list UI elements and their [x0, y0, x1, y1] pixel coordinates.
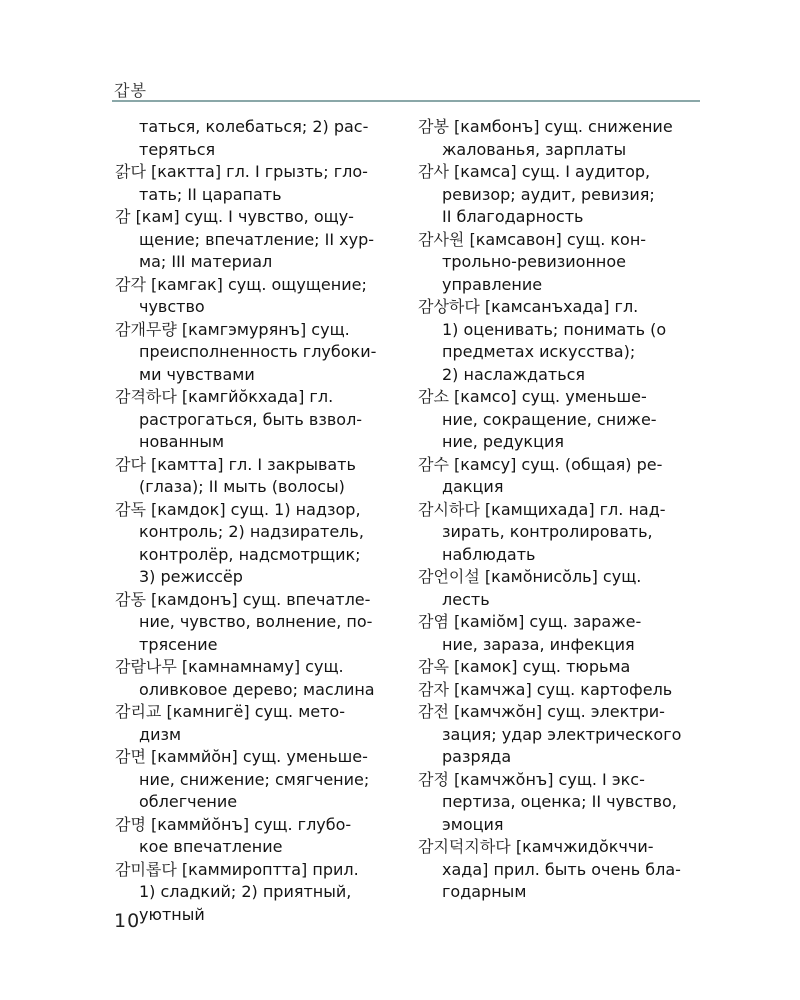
entry-text: [камбонъ] сущ. снижение [454, 117, 673, 136]
entry-text: [камнигё] сущ. мето- [166, 702, 345, 721]
entry-text: [камдок] сущ. 1) надзор, [151, 499, 361, 519]
entry-text: [камчжа] сущ. картофель [454, 679, 673, 699]
entry-line [115, 634, 400, 657]
entry-text: ма; III материал [139, 252, 273, 271]
entry-line [418, 184, 703, 207]
entry-text: ми чувствами [139, 364, 255, 384]
dictionary-entry [418, 701, 703, 769]
headword: 갉다 [115, 162, 146, 181]
entry-line [418, 589, 703, 612]
entry-line [115, 679, 400, 702]
entry-line [418, 116, 703, 139]
entry-text: ние, редукция [442, 432, 564, 451]
entry-line [418, 701, 703, 724]
entry-text: тать; II царапать [139, 184, 282, 204]
entry-line [115, 206, 400, 229]
entry-text: [каммироптта] прил. [181, 859, 359, 879]
entry-text: [каммйŏнъ] сущ. глубо- [151, 814, 352, 834]
entry-text: трясение [139, 634, 218, 654]
entry-text: таться, колебаться; 2) рас- [139, 117, 369, 136]
dictionary-entry [418, 386, 703, 454]
dictionary-entry [115, 656, 400, 701]
entry-line [418, 881, 703, 904]
headword: 감시하다 [418, 499, 480, 519]
dictionary-entry [115, 589, 400, 657]
entry-text: преисполненность глубоки- [139, 342, 377, 361]
entry-line [115, 116, 400, 139]
entry-text: [камŏнисŏль] сущ. [484, 567, 642, 586]
entry-text: щение; впечатление; II хур- [139, 229, 375, 249]
entry-text: [камчжŏнъ] сущ. I экс- [454, 769, 645, 789]
dictionary-entry [418, 769, 703, 837]
left-column [115, 116, 400, 926]
entry-line [115, 724, 400, 747]
entry-text: ние, зараза, инфекция [442, 634, 635, 654]
entry-text: пертиза, оценка; II чувство, [442, 792, 677, 811]
entry-text: ревизор; аудит, ревизия; [442, 184, 655, 204]
dictionary-entry [115, 859, 400, 927]
entry-line [418, 386, 703, 409]
entry-line [418, 476, 703, 499]
dictionary-entry [115, 161, 400, 206]
dictionary-entry [115, 499, 400, 589]
entry-text: [камтта] гл. I закрывать [151, 454, 356, 474]
entry-text: дизм [139, 724, 182, 744]
entry-text: [кам] сущ. I чувство, ощу- [135, 207, 354, 226]
entry-text: лесть [442, 589, 490, 609]
entry-line [418, 746, 703, 769]
entry-line [418, 296, 703, 319]
entry-text: годарным [442, 882, 527, 901]
headword: 감옥 [418, 657, 449, 676]
entry-text: 1) сладкий; 2) приятный, [139, 882, 352, 901]
entry-line [418, 611, 703, 634]
entry-text: [камгэмурянъ] сущ. [181, 319, 350, 339]
headword: 감소 [418, 387, 449, 406]
header-headword: 갑봉 [114, 81, 147, 100]
entry-text: ние, снижение; смягчение; [139, 769, 370, 789]
entry-line [115, 904, 400, 927]
entry-text: [камчжидŏкччи- [515, 837, 654, 856]
entry-text: 2) наслаждаться [442, 364, 586, 384]
entry-text: чувство [139, 297, 205, 316]
entry-text: эмоция [442, 814, 504, 834]
entry-text: ние, чувство, волнение, по- [139, 612, 373, 631]
entry-line [115, 184, 400, 207]
entry-text: [камсанъхада] гл. [484, 297, 639, 316]
entry-line [115, 364, 400, 387]
dictionary-entry [418, 454, 703, 499]
entry-line [115, 409, 400, 432]
entry-text: зирать, контролировать, [442, 522, 653, 541]
page-number: 10 [114, 910, 141, 932]
headword: 감전 [418, 702, 449, 721]
header-rule [112, 100, 700, 102]
entry-line [418, 319, 703, 342]
dictionary-entry [115, 319, 400, 387]
entry-line [418, 656, 703, 679]
entry-text: II благодарность [442, 207, 584, 226]
entry-line [418, 251, 703, 274]
headword: 감정 [418, 769, 449, 789]
entry-text: жалованья, зарплаты [442, 139, 627, 159]
entry-line [115, 836, 400, 859]
entry-text: оливковое дерево; маслина [139, 679, 375, 699]
entry-line [418, 206, 703, 229]
entry-line [115, 791, 400, 814]
headword: 감다 [115, 454, 146, 474]
running-header [112, 74, 700, 100]
entry-text: [камсавон] сущ. кон- [469, 229, 647, 249]
entry-line [115, 431, 400, 454]
headword: 감염 [418, 612, 449, 631]
entry-text: [камсу] сущ. (общая) ре- [454, 454, 663, 474]
entry-text: [каммйŏн] сущ. уменьше- [151, 747, 368, 766]
dictionary-entry [418, 836, 703, 904]
entry-line [115, 589, 400, 612]
dictionary-entry [115, 116, 400, 161]
headword: 감지덕지하다 [418, 837, 511, 856]
dictionary-entry [418, 499, 703, 567]
entry-line [418, 859, 703, 882]
entry-line [115, 341, 400, 364]
entry-line [418, 341, 703, 364]
dictionary-entry [115, 386, 400, 454]
entry-text: облегчение [139, 792, 238, 811]
entry-line [115, 881, 400, 904]
entry-line [115, 611, 400, 634]
headword: 감람나무 [115, 657, 177, 676]
entry-line [115, 859, 400, 882]
headword: 감동 [115, 589, 146, 609]
entry-line [418, 521, 703, 544]
entry-text: предметах искусства); [442, 342, 636, 361]
entry-text: 3) режиссёр [139, 567, 243, 586]
headword: 감봉 [418, 117, 449, 136]
entry-line [418, 769, 703, 792]
entry-line [115, 251, 400, 274]
dictionary-entry [418, 611, 703, 656]
dictionary-entry [418, 161, 703, 229]
entry-text: наблюдать [442, 544, 536, 564]
entry-line [418, 229, 703, 252]
dictionary-entry [418, 296, 703, 386]
entry-line [115, 161, 400, 184]
entry-text: дакция [442, 477, 504, 496]
entry-line [115, 139, 400, 162]
entry-line [115, 476, 400, 499]
entry-line [115, 544, 400, 567]
headword: 감사 [418, 162, 449, 181]
entry-line [115, 499, 400, 522]
entry-text: ние, сокращение, сниже- [442, 409, 657, 429]
dictionary-entry [418, 656, 703, 679]
dictionary-entry [115, 274, 400, 319]
entry-line [418, 431, 703, 454]
headword: 감리교 [115, 702, 162, 721]
headword: 감 [115, 207, 131, 226]
entry-line [115, 814, 400, 837]
entry-text: контроль; 2) надзиратель, [139, 522, 364, 541]
entry-text: уютный [139, 904, 205, 924]
headword: 감사원 [418, 229, 465, 249]
dictionary-entry [115, 206, 400, 274]
entry-text: [кактта] гл. I грызть; гло- [151, 162, 368, 181]
headword: 감각 [115, 274, 146, 294]
headword: 감미롭다 [115, 859, 177, 879]
entry-text: [камсо] сущ. уменьше- [454, 387, 647, 406]
entry-text: кое впечатление [139, 837, 283, 856]
headword: 감명 [115, 814, 146, 834]
entry-text: зация; удар электрического [442, 724, 682, 744]
entry-text: контролёр, надсмотрщик; [139, 544, 361, 564]
headword: 감수 [418, 454, 449, 474]
entry-text: нованным [139, 432, 225, 451]
entry-line [115, 296, 400, 319]
dictionary-entry [418, 679, 703, 702]
headword: 감언이설 [418, 567, 480, 586]
entry-line [418, 454, 703, 477]
headword: 감독 [115, 499, 146, 519]
entry-line [418, 274, 703, 297]
entry-line [115, 701, 400, 724]
dictionary-entry [115, 746, 400, 814]
entry-text: [камгак] сущ. ощущение; [151, 274, 367, 294]
entry-text: трольно-ревизионное [442, 252, 627, 271]
right-column [418, 116, 703, 904]
entry-text: [камщихада] гл. над- [484, 499, 666, 519]
entry-text: 1) оценивать; понимать (о [442, 319, 667, 339]
dictionary-entry [418, 566, 703, 611]
entry-line [418, 634, 703, 657]
entry-line [115, 746, 400, 769]
entry-text: [камса] сущ. I аудитор, [454, 162, 651, 181]
entry-line [418, 814, 703, 837]
entry-line [115, 274, 400, 297]
entry-line [418, 791, 703, 814]
dictionary-entry [418, 116, 703, 161]
entry-line [115, 319, 400, 342]
entry-line [115, 566, 400, 589]
entry-text: [камгйŏкхада] гл. [181, 387, 334, 406]
entry-text: хада] прил. быть очень бла- [442, 859, 681, 879]
entry-text: [камок] сущ. тюрьма [454, 657, 631, 676]
dictionary-entry [115, 814, 400, 859]
entry-text: управление [442, 274, 543, 294]
entry-line [418, 409, 703, 432]
entry-text: (глаза); II мыть (волосы) [139, 477, 345, 496]
headword: 감격하다 [115, 387, 177, 406]
entry-text: теряться [139, 139, 216, 159]
dictionary-entry [115, 701, 400, 746]
entry-line [418, 139, 703, 162]
entry-line [418, 724, 703, 747]
entry-text: разряда [442, 747, 512, 766]
entry-text: растрогаться, быть взвол- [139, 409, 363, 429]
headword: 감면 [115, 747, 146, 766]
entry-line [418, 364, 703, 387]
dictionary-entry [115, 454, 400, 499]
entry-line [418, 566, 703, 589]
entry-line [418, 499, 703, 522]
entry-line [115, 454, 400, 477]
entry-text: [камнамнаму] сущ. [181, 657, 344, 676]
entry-line [115, 521, 400, 544]
entry-line [115, 769, 400, 792]
dictionary-entry [418, 229, 703, 297]
headword: 감상하다 [418, 297, 480, 316]
entry-line [418, 679, 703, 702]
entry-text: [камчжŏн] сущ. электри- [454, 702, 665, 721]
entry-text: [каміŏм] сущ. зараже- [454, 612, 642, 631]
entry-text: [камдонъ] сущ. впечатле- [151, 589, 371, 609]
headword: 감자 [418, 679, 449, 699]
entry-line [418, 836, 703, 859]
entry-line [418, 544, 703, 567]
entry-line [115, 386, 400, 409]
entry-line [418, 161, 703, 184]
entry-line [115, 229, 400, 252]
headword: 감개무량 [115, 319, 177, 339]
entry-line [115, 656, 400, 679]
